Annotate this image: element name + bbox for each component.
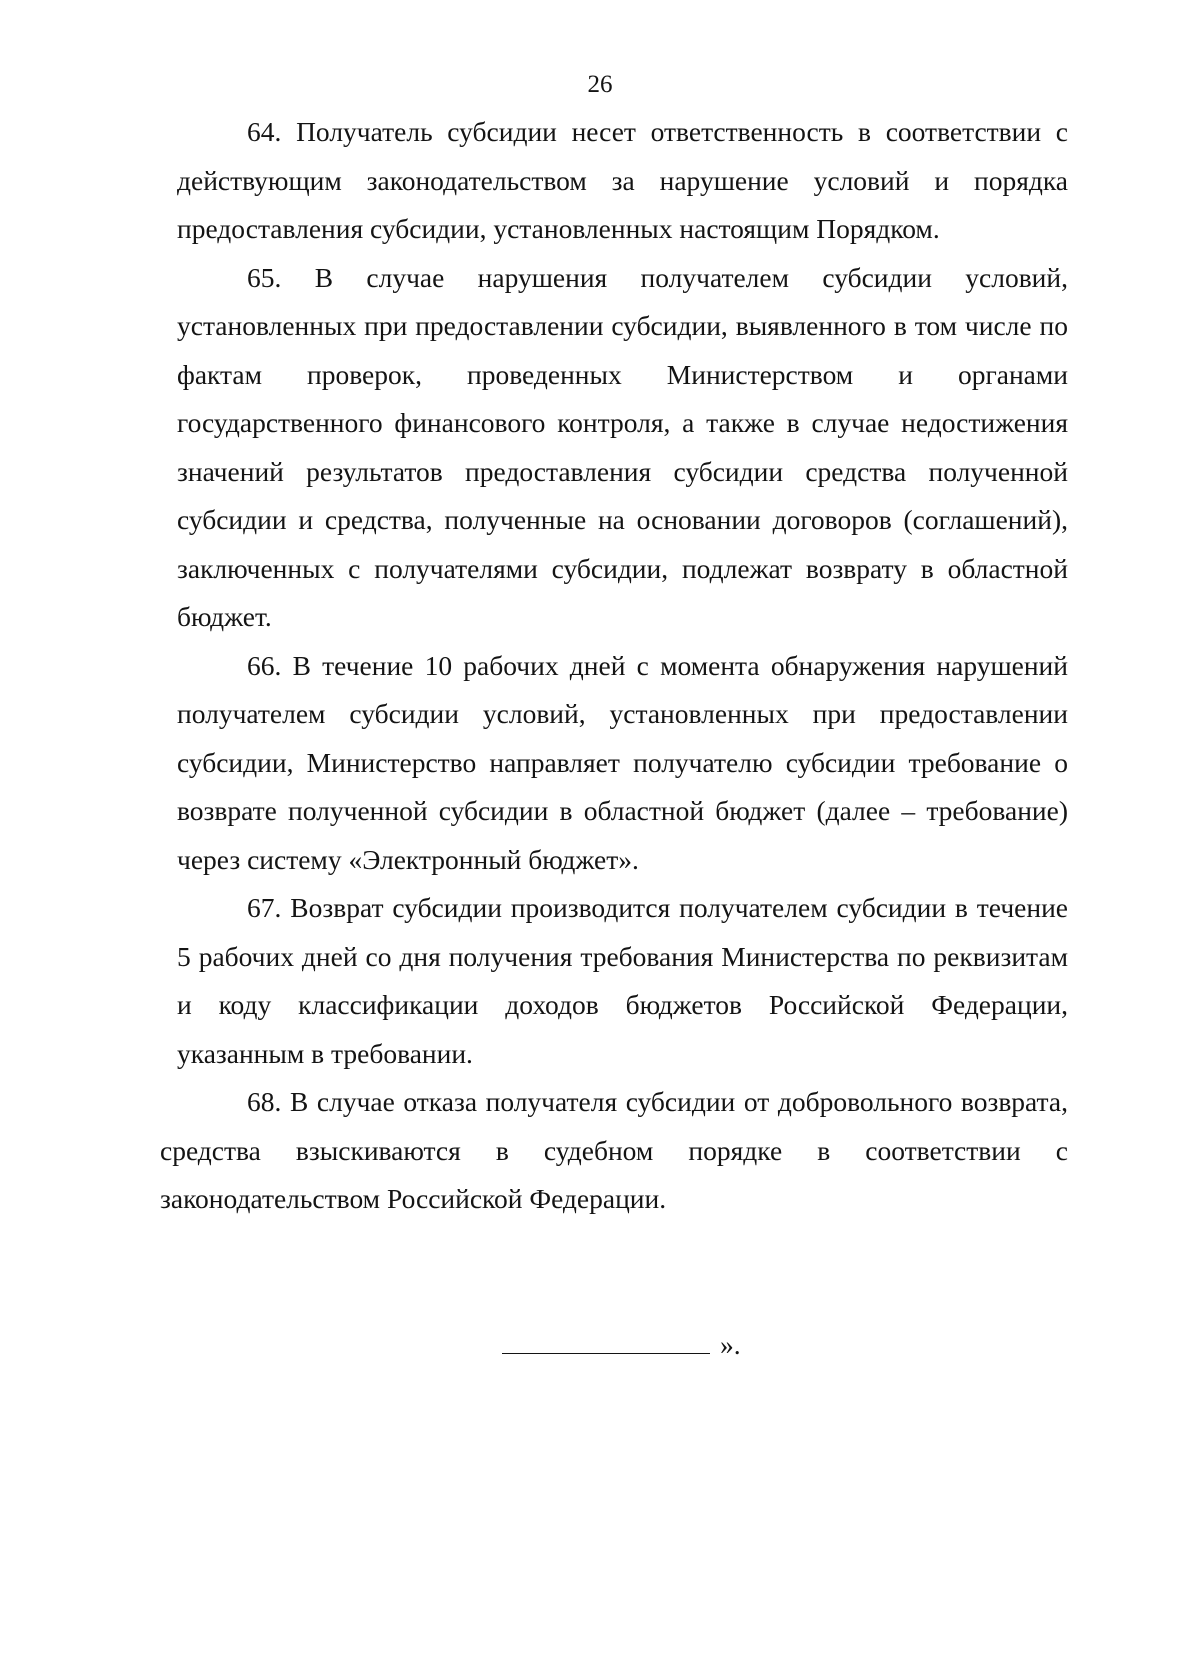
closing-quote-mark: ».: [720, 1329, 741, 1360]
paragraph-65: 65. В случае нарушения получателем субсидии условий, установленных при предоставлении субсидии, выявленного в том числе по фактам проверок, проведенных Министерством и органами государственного финансового контроля, а также в случае недостижения значений результатов предоставления субсидии средства полученной субсидии и средства, полученные на основании договоров (соглашений), заключенных с получателями субсидии, подлежат возврату в областной бюджет.: [177, 261, 1068, 632]
paragraph-68: 68. В случае отказа получателя субсидии от добровольного возврата, средства взыскиваются в судебном порядке в соответствии с законодательством Российской Федерации.: [160, 1086, 1068, 1214]
document-body: [160, 108, 1068, 1224]
signature-underline: [502, 1331, 710, 1354]
closing-line: [502, 1328, 741, 1362]
paragraph-67: 67. Возврат субсидии производится получателем субсидии в течение 5 рабочих дней со дня получения требования Министерства по реквизитам и коду классификации доходов бюджетов Российской Федерации, указанным в требовании.: [177, 892, 1068, 1069]
page-number: 26: [587, 71, 613, 98]
paragraph-66: 66. В течение 10 рабочих дней с момента обнаружения нарушений получателем субсидии условий, установленных при предоставлении субсидии, Министерство направляет получателю субсидии требование о возврате полученной субсидии в областной бюджет (далее – требование) через систему «Электронный бюджет».: [177, 649, 1068, 875]
paragraph-64: 64. Получатель субсидии несет ответственность в соответствии с действующим законодательством за нарушение условий и порядка предоставления субсидии, установленных настоящим Порядком.: [177, 116, 1068, 244]
